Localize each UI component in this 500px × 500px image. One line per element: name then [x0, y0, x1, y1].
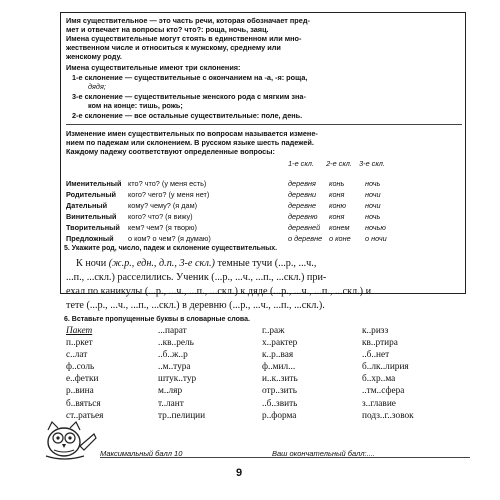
rule-line: Имена существительные могут стоять в единственном или мно- — [66, 34, 302, 43]
example-2: конь — [329, 179, 345, 188]
example-2: коня — [329, 212, 345, 221]
declension-line: 1-е склонение — существительные с окончанием на -а, -я: роща, — [72, 73, 308, 82]
example-3: ночью — [365, 223, 386, 232]
task-5-line: ехал по каникулы (...р., ...ч., ...п., ...скл.) к дяде (...р., ...ч., ...п., ...скл.) и — [66, 286, 372, 297]
sentence-part: темные тучи (...р., ...ч., — [217, 258, 317, 269]
word-item: ..тм..сфера — [362, 386, 405, 397]
sentence-part: К ночи — [76, 258, 107, 269]
case-name: Винительный — [66, 212, 117, 221]
word-column-4 — [362, 325, 414, 422]
word-item: б..вяться — [66, 398, 101, 409]
task-5-line: тете (...р., ...ч., ...п., ...скл.) в деревню (...р., ...ч., ...п., ...скл.). — [66, 300, 325, 311]
word-item: б..лк..лирия — [362, 362, 409, 373]
case-question: о ком? о чем? (я думаю) — [128, 234, 211, 243]
declensions-title: Имена существительные имеют три склонения: — [66, 63, 241, 72]
divider — [66, 124, 462, 125]
task-6-title: 6. Вставьте пропущенные буквы в словарные слова. — [64, 316, 250, 323]
word-item: подз..г..зовок — [362, 410, 414, 421]
word-item: ..кв..рель — [158, 338, 194, 349]
word-item: п..ркет — [66, 338, 93, 349]
rule-line: Изменение имен существительных по вопросам называется измене- — [66, 129, 318, 138]
word-item: ..б..ж..р — [158, 350, 188, 361]
table-header: 3-е скл. — [359, 159, 385, 168]
example-2: конем — [329, 223, 350, 232]
word-column-1 — [66, 325, 103, 422]
word-item: з..главие — [362, 398, 396, 409]
word-item: штук..тур — [158, 374, 197, 385]
word-item: ...парат — [158, 326, 187, 336]
example-3: ночь — [365, 179, 381, 188]
word-item: тр..пелиции — [158, 410, 206, 421]
case-name: Предложный — [66, 234, 114, 243]
example-1: о деревне — [288, 234, 323, 243]
case-row — [66, 200, 462, 211]
declension-line: 2-е склонение — все остальные существительные: поле, день. — [72, 111, 303, 120]
sentence-answer: (ж.р., едн., д.п., 3-е скл.) — [108, 258, 215, 269]
word-item: г..раж — [262, 326, 285, 336]
word-item: отр..зить — [262, 386, 297, 397]
word-item: ..б..звить — [262, 398, 298, 409]
example-1: деревни — [288, 190, 317, 199]
rule-line: Имя существительное — это часть речи, которая обозначает пред- — [66, 16, 310, 25]
case-row — [66, 189, 462, 200]
word-item: Пакет — [66, 326, 93, 336]
example-2: коня — [329, 190, 345, 199]
declension-line: 3-е склонение — существительные женского рода с мягким зна- — [72, 92, 306, 101]
case-row — [66, 233, 462, 244]
case-question: кем? чем? (я творю) — [128, 223, 197, 232]
case-question: кому? чему? (я дам) — [128, 201, 198, 210]
case-name: Именительный — [66, 179, 122, 188]
page-number: 9 — [236, 467, 243, 479]
word-item: р..форма — [262, 410, 297, 421]
word-column-2 — [158, 325, 205, 422]
word-item: к..р..вая — [262, 350, 294, 361]
word-item: с..лат — [66, 350, 88, 361]
task-5-line: ...п., ...скл.) расселились. Ученик (...р., ...ч., ...п., ...скл.) при- — [66, 272, 327, 283]
declension-line: дядя; — [88, 82, 106, 91]
word-item: р..вина — [66, 386, 94, 397]
example-3: ночи — [365, 201, 381, 210]
footer-divider — [100, 457, 470, 458]
word-item: и..к..зить — [262, 374, 298, 385]
table-header: 1-е скл. — [288, 159, 314, 168]
case-row — [66, 211, 462, 222]
task-5-title: 5. Укажите род, число, падеж и склонение существительных. — [64, 245, 278, 252]
word-item: ..м..тура — [158, 362, 191, 373]
word-column-3 — [262, 325, 298, 422]
case-name: Творительный — [66, 223, 120, 232]
word-item: т..лант — [158, 398, 184, 409]
case-name: Дательный — [66, 201, 108, 210]
case-row — [66, 178, 462, 189]
example-1: деревню — [288, 212, 318, 221]
rule-line: нием по падежам или склонением. В русском языке шесть падежей. — [66, 138, 314, 147]
word-item: ст..ратьея — [66, 410, 104, 421]
word-item: е..фетки — [66, 374, 99, 385]
max-score: Максимальный балл 10 — [100, 449, 183, 458]
example-1: деревней — [288, 223, 321, 232]
final-score: Ваш окончательный балл:.... — [272, 449, 375, 458]
case-question: кто? что? (у меня есть) — [128, 179, 207, 188]
example-1: деревне — [288, 201, 317, 210]
case-question: кого? что? (я вижу) — [128, 212, 193, 221]
example-2: коню — [329, 201, 347, 210]
owl-illustration — [40, 416, 100, 462]
example-3: ночь — [365, 212, 381, 221]
word-item: б..хр..ма — [362, 374, 396, 385]
example-3: ночи — [365, 190, 381, 199]
word-item: х..рактер — [262, 338, 298, 349]
rule-line: Каждому падежу соответствуют определенные вопросы: — [66, 147, 275, 156]
rule-line: жественном числе и относиться к мужскому, среднему или — [66, 43, 281, 52]
word-item: ф..соль — [66, 362, 95, 373]
example-1: деревня — [288, 179, 316, 188]
declension-line: ком на конце: тишь, рожь; — [88, 101, 183, 110]
case-row — [66, 222, 462, 233]
rule-line: женскому роду. — [66, 52, 122, 61]
word-item: ф..мил... — [262, 362, 296, 373]
word-item: м..ляр — [158, 386, 183, 397]
task-5-line — [76, 256, 472, 271]
word-item: к..ризз — [362, 326, 389, 336]
example-3: о ночи — [365, 234, 387, 243]
case-question: кого? чего? (у меня нет) — [128, 190, 210, 199]
table-header: 2-е скл. — [326, 159, 352, 168]
example-2: о коне — [329, 234, 351, 243]
rule-line: мет и отвечает на вопросы кто? что?: роща, ночь, заяц. — [66, 25, 269, 34]
word-item: ..б..нет — [362, 350, 390, 361]
word-item: кв..ртира — [362, 338, 398, 349]
case-name: Родительный — [66, 190, 117, 199]
